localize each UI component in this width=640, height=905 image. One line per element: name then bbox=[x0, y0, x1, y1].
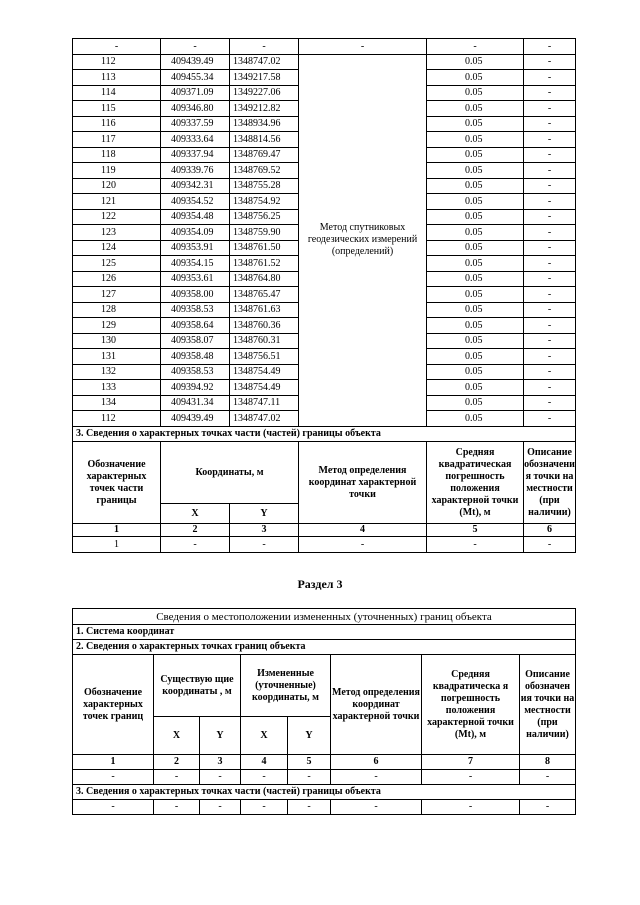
error-value: 0.05 bbox=[427, 380, 524, 396]
column-number: 1 bbox=[73, 755, 154, 770]
table-cell: - bbox=[524, 39, 576, 55]
coord-y: 1348761.52 bbox=[230, 256, 299, 272]
coord-y: 1348760.31 bbox=[230, 333, 299, 349]
top-dash-row bbox=[73, 39, 576, 55]
column-number: 2 bbox=[154, 755, 200, 770]
point-number: 113 bbox=[73, 70, 161, 86]
description-value: - bbox=[524, 70, 576, 86]
point-number: 117 bbox=[73, 132, 161, 148]
header-error: Средняя квадратическа я погрешность положения характерной точки (Mt), м bbox=[422, 655, 520, 755]
coord-x: 409354.52 bbox=[161, 194, 230, 210]
error-value: 0.05 bbox=[427, 54, 524, 70]
column-numbers-row bbox=[73, 524, 576, 537]
table-cell: - bbox=[230, 39, 299, 55]
point-number: 120 bbox=[73, 178, 161, 194]
column-number: 8 bbox=[520, 755, 576, 770]
table-title: Сведения о местоположении измененных (уточненных) границ объекта bbox=[73, 609, 576, 625]
table-cell: - bbox=[200, 770, 241, 785]
column-number: 4 bbox=[299, 524, 427, 537]
point-number: 130 bbox=[73, 333, 161, 349]
error-value: 0.05 bbox=[427, 163, 524, 179]
coord-y: 1348754.92 bbox=[230, 194, 299, 210]
description-value: - bbox=[524, 85, 576, 101]
coord-x: 409353.61 bbox=[161, 271, 230, 287]
coord-y: 1348934.96 bbox=[230, 116, 299, 132]
coord-x: 409353.91 bbox=[161, 240, 230, 256]
table-cell: - bbox=[288, 770, 331, 785]
error-value: 0.05 bbox=[427, 70, 524, 86]
table-cell: - bbox=[422, 770, 520, 785]
description-value: - bbox=[524, 132, 576, 148]
error-value: 0.05 bbox=[427, 225, 524, 241]
header-changed-coords: Измененные (уточненные) координаты, м bbox=[241, 655, 331, 717]
description-value: - bbox=[524, 240, 576, 256]
point-number: 123 bbox=[73, 225, 161, 241]
coord-x: 409354.09 bbox=[161, 225, 230, 241]
header-x: X bbox=[154, 717, 200, 755]
point-number: 115 bbox=[73, 101, 161, 117]
error-value: 0.05 bbox=[427, 147, 524, 163]
coord-y: 1348754.49 bbox=[230, 364, 299, 380]
point-number: 132 bbox=[73, 364, 161, 380]
description-value: - bbox=[524, 147, 576, 163]
description-value: - bbox=[524, 318, 576, 334]
coord-y: 1348747.11 bbox=[230, 395, 299, 411]
point-number: 122 bbox=[73, 209, 161, 225]
description-value: - bbox=[524, 287, 576, 303]
table-cell: - bbox=[161, 39, 230, 55]
error-value: 0.05 bbox=[427, 85, 524, 101]
point-number: 114 bbox=[73, 85, 161, 101]
coord-x: 409358.48 bbox=[161, 349, 230, 365]
table-cell: - bbox=[200, 800, 241, 815]
description-value: - bbox=[524, 209, 576, 225]
table-cell: - bbox=[73, 770, 154, 785]
coord-x: 409371.09 bbox=[161, 85, 230, 101]
coord-x: 409358.07 bbox=[161, 333, 230, 349]
coord-x: 409455.34 bbox=[161, 70, 230, 86]
table-row bbox=[73, 537, 576, 553]
error-value: 0.05 bbox=[427, 364, 524, 380]
table-cell: - bbox=[161, 537, 230, 553]
error-value: 0.05 bbox=[427, 318, 524, 334]
coord-x: 409358.53 bbox=[161, 302, 230, 318]
section-2-title: 2. Сведения о характерных точках границ объекта bbox=[73, 640, 576, 655]
error-value: 0.05 bbox=[427, 240, 524, 256]
coord-x: 409354.48 bbox=[161, 209, 230, 225]
header-y: Y bbox=[200, 717, 241, 755]
coord-y: 1348760.36 bbox=[230, 318, 299, 334]
table-cell: - bbox=[299, 537, 427, 553]
coord-x: 409431.34 bbox=[161, 395, 230, 411]
description-value: - bbox=[524, 54, 576, 70]
dash-row bbox=[73, 770, 576, 785]
coord-y: 1348756.25 bbox=[230, 209, 299, 225]
error-value: 0.05 bbox=[427, 116, 524, 132]
section-3-title: 3. Сведения о характерных точках части (частей) границы объекта bbox=[73, 785, 576, 800]
table-cell: - bbox=[520, 800, 576, 815]
coord-y: 1348761.63 bbox=[230, 302, 299, 318]
point-number: 116 bbox=[73, 116, 161, 132]
coord-y: 1349227.06 bbox=[230, 85, 299, 101]
coord-x: 409333.64 bbox=[161, 132, 230, 148]
coord-y: 1348814.56 bbox=[230, 132, 299, 148]
column-number: 3 bbox=[230, 524, 299, 537]
method-cell: Метод спутниковых геодезических измерений (определений) bbox=[299, 54, 427, 426]
description-value: - bbox=[524, 271, 576, 287]
column-numbers-row bbox=[73, 755, 576, 770]
description-value: - bbox=[524, 349, 576, 365]
error-value: 0.05 bbox=[427, 101, 524, 117]
column-number: 7 bbox=[422, 755, 520, 770]
header-existing-coords: Существую щие координаты , м bbox=[154, 655, 241, 717]
error-value: 0.05 bbox=[427, 178, 524, 194]
description-value: - bbox=[524, 411, 576, 427]
coord-y: 1348759.90 bbox=[230, 225, 299, 241]
coord-y: 1348755.28 bbox=[230, 178, 299, 194]
column-number: 2 bbox=[161, 524, 230, 537]
error-value: 0.05 bbox=[427, 209, 524, 225]
error-value: 0.05 bbox=[427, 287, 524, 303]
table-cell: 1 bbox=[73, 537, 161, 553]
table-cell: - bbox=[331, 800, 422, 815]
coord-x: 409339.76 bbox=[161, 163, 230, 179]
column-number: 3 bbox=[200, 755, 241, 770]
description-value: - bbox=[524, 380, 576, 396]
point-number: 131 bbox=[73, 349, 161, 365]
coord-x: 409358.64 bbox=[161, 318, 230, 334]
point-number: 112 bbox=[73, 54, 161, 70]
column-number: 6 bbox=[331, 755, 422, 770]
section-3-title: 3. Сведения о характерных точках части (частей) границы объекта bbox=[73, 426, 576, 442]
point-number: 126 bbox=[73, 271, 161, 287]
header-description: Описание обозначени я точки на местности (при наличии) bbox=[524, 442, 576, 524]
point-number: 127 bbox=[73, 287, 161, 303]
coord-y: 1348754.49 bbox=[230, 380, 299, 396]
header-method: Метод определения координат характерной точки bbox=[299, 442, 427, 524]
error-value: 0.05 bbox=[427, 302, 524, 318]
error-value: 0.05 bbox=[427, 395, 524, 411]
coord-x: 409439.49 bbox=[161, 411, 230, 427]
column-number: 5 bbox=[427, 524, 524, 537]
coord-x: 409354.15 bbox=[161, 256, 230, 272]
header-y: Y bbox=[230, 504, 299, 524]
table-cell: - bbox=[230, 537, 299, 553]
coord-y: 1348764.80 bbox=[230, 271, 299, 287]
section-title: Раздел 3 bbox=[297, 577, 343, 591]
description-value: - bbox=[524, 178, 576, 194]
table-cell: - bbox=[73, 800, 154, 815]
error-value: 0.05 bbox=[427, 256, 524, 272]
description-value: - bbox=[524, 364, 576, 380]
changed-boundaries-table bbox=[72, 608, 576, 815]
header-point: Обозначение характерных точек части границы bbox=[73, 442, 161, 524]
header-method: Метод определения координат характерной точки bbox=[331, 655, 422, 755]
coord-y: 1348765.47 bbox=[230, 287, 299, 303]
column-number: 1 bbox=[73, 524, 161, 537]
coord-y: 1349212.82 bbox=[230, 101, 299, 117]
point-number: 125 bbox=[73, 256, 161, 272]
point-number: 112 bbox=[73, 411, 161, 427]
table-cell: - bbox=[524, 537, 576, 553]
error-value: 0.05 bbox=[427, 132, 524, 148]
coord-x: 409346.80 bbox=[161, 101, 230, 117]
coord-x: 409439.49 bbox=[161, 54, 230, 70]
header-point: Обозначение характерных точек границ bbox=[73, 655, 154, 755]
point-number: 124 bbox=[73, 240, 161, 256]
description-value: - bbox=[524, 395, 576, 411]
point-number: 129 bbox=[73, 318, 161, 334]
error-value: 0.05 bbox=[427, 411, 524, 427]
points-table bbox=[72, 38, 576, 553]
header-coords: Координаты, м bbox=[161, 442, 299, 504]
header-y: Y bbox=[288, 717, 331, 755]
coord-x: 409394.92 bbox=[161, 380, 230, 396]
section-1-title: 1. Система координат bbox=[73, 625, 576, 640]
coord-y: 1348747.02 bbox=[230, 411, 299, 427]
description-value: - bbox=[524, 256, 576, 272]
point-number: 128 bbox=[73, 302, 161, 318]
header-description: Описание обозначен ия точки на местности (при наличии) bbox=[520, 655, 576, 755]
table-cell: - bbox=[73, 39, 161, 55]
table-row bbox=[73, 54, 576, 70]
table-cell: - bbox=[241, 800, 288, 815]
table-cell: - bbox=[154, 770, 200, 785]
error-value: 0.05 bbox=[427, 333, 524, 349]
error-value: 0.05 bbox=[427, 349, 524, 365]
column-number: 6 bbox=[524, 524, 576, 537]
table-cell: - bbox=[331, 770, 422, 785]
description-value: - bbox=[524, 163, 576, 179]
coord-x: 409337.94 bbox=[161, 147, 230, 163]
header-x: X bbox=[241, 717, 288, 755]
column-number: 4 bbox=[241, 755, 288, 770]
table-cell: - bbox=[154, 800, 200, 815]
header-x: X bbox=[161, 504, 230, 524]
table-cell: - bbox=[241, 770, 288, 785]
table-cell: - bbox=[288, 800, 331, 815]
table-cell: - bbox=[520, 770, 576, 785]
coord-y: 1348769.52 bbox=[230, 163, 299, 179]
coord-x: 409358.53 bbox=[161, 364, 230, 380]
coord-x: 409358.00 bbox=[161, 287, 230, 303]
description-value: - bbox=[524, 225, 576, 241]
table-cell: - bbox=[427, 39, 524, 55]
table-cell: - bbox=[422, 800, 520, 815]
point-number: 119 bbox=[73, 163, 161, 179]
table-cell: - bbox=[299, 39, 427, 55]
column-number: 5 bbox=[288, 755, 331, 770]
dash-row bbox=[73, 800, 576, 815]
description-value: - bbox=[524, 333, 576, 349]
description-value: - bbox=[524, 194, 576, 210]
description-value: - bbox=[524, 101, 576, 117]
point-number: 121 bbox=[73, 194, 161, 210]
coord-y: 1348747.02 bbox=[230, 54, 299, 70]
error-value: 0.05 bbox=[427, 271, 524, 287]
error-value: 0.05 bbox=[427, 194, 524, 210]
table-cell: - bbox=[427, 537, 524, 553]
point-number: 134 bbox=[73, 395, 161, 411]
coord-x: 409342.31 bbox=[161, 178, 230, 194]
point-number: 118 bbox=[73, 147, 161, 163]
coord-x: 409337.59 bbox=[161, 116, 230, 132]
coord-y: 1348756.51 bbox=[230, 349, 299, 365]
coord-y: 1348761.50 bbox=[230, 240, 299, 256]
point-number: 133 bbox=[73, 380, 161, 396]
coord-y: 1349217.58 bbox=[230, 70, 299, 86]
coord-y: 1348769.47 bbox=[230, 147, 299, 163]
header-error: Средняя квадратическая погрешность положения характерной точки (Mt), м bbox=[427, 442, 524, 524]
description-value: - bbox=[524, 116, 576, 132]
description-value: - bbox=[524, 302, 576, 318]
